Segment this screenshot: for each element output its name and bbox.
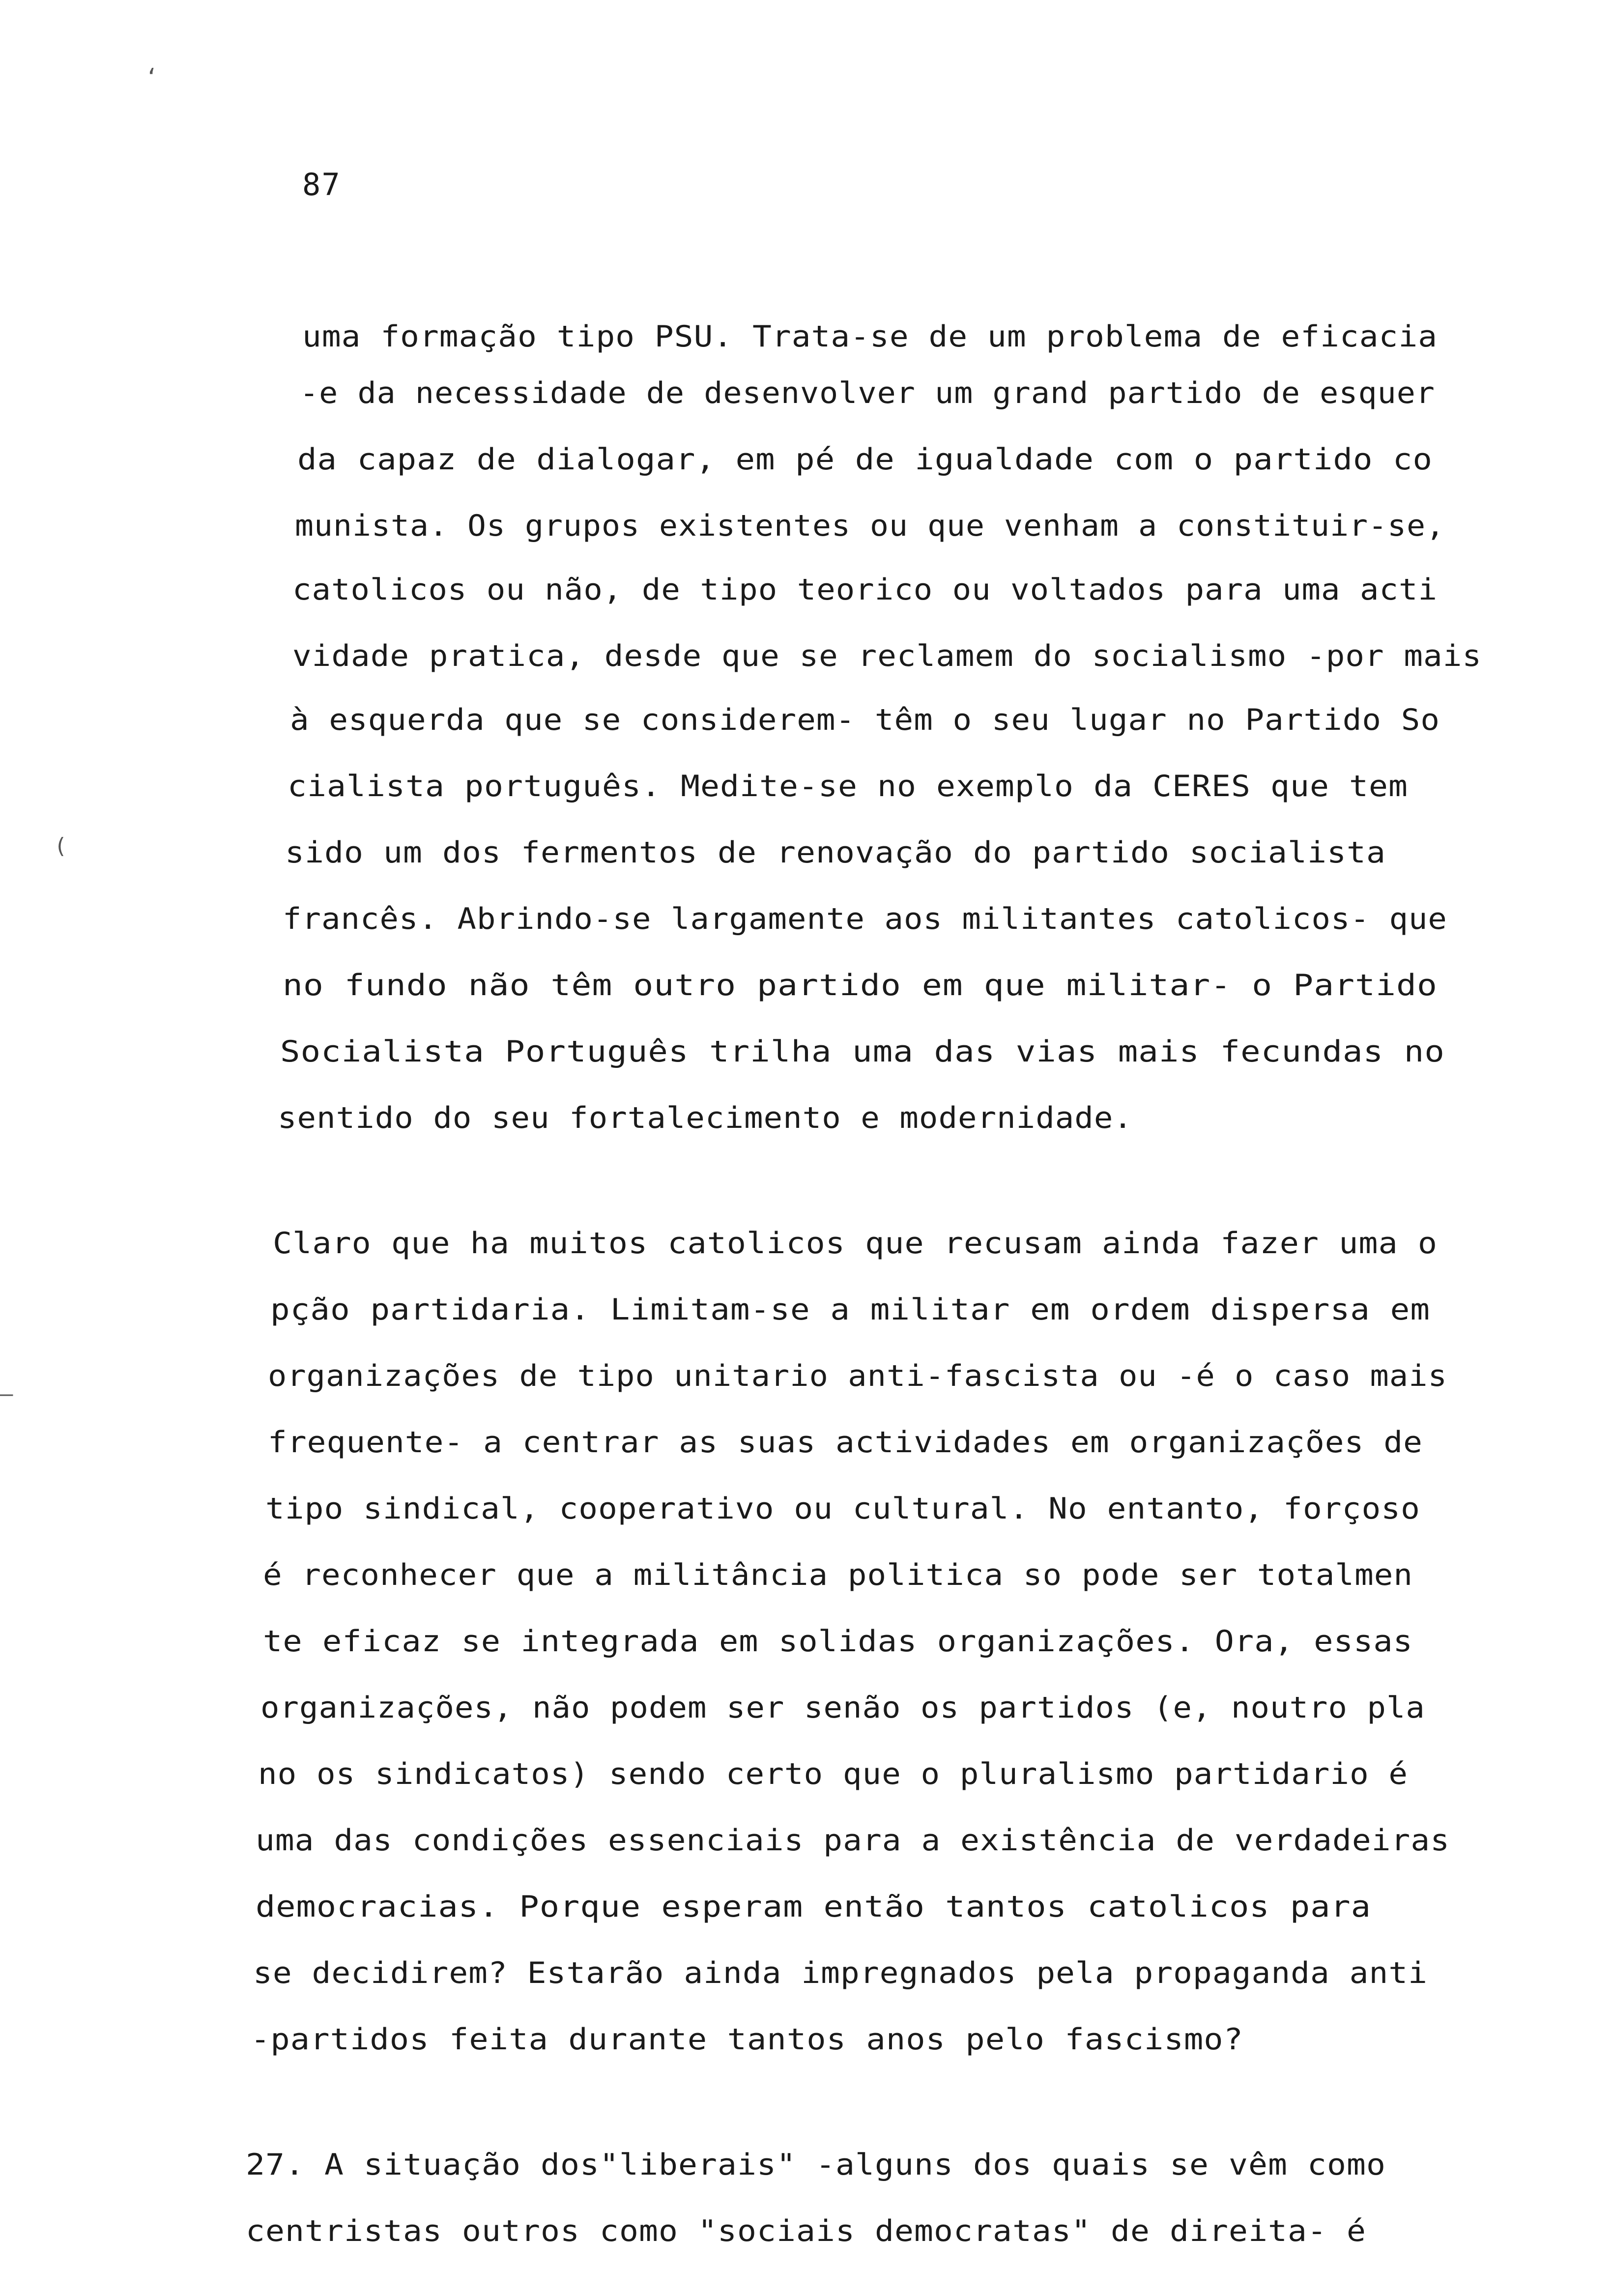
text-line: francês. Abrindo-se largamente aos militantes catolicos- que (283, 902, 1447, 936)
text-line: 27. A situação dos"liberais" -alguns dos quais se vêm como (246, 2148, 1386, 2182)
text-line: no os sindicatos) sendo certo que o pluralismo partidario é (258, 1757, 1409, 1791)
text-line: uma das condições essenciais para a existência de verdadeiras (256, 1823, 1450, 1858)
text-line: centristas outros como "sociais democratas" de direita- é (246, 2214, 1367, 2248)
text-line: sentido do seu fortalecimento e modernidade. (278, 1101, 1133, 1135)
scan-speck: – (0, 1381, 13, 1406)
scan-speck: ‘ (145, 64, 158, 89)
text-line: à esquerda que se considerem- têm o seu lugar no Partido So (290, 703, 1440, 737)
text-line: cialista português. Medite-se no exemplo da CERES que tem (288, 769, 1409, 804)
text-line: pção partidaria. Limitam-se a militar em ordem dispersa em (270, 1292, 1431, 1327)
text-line: organizações de tipo unitario anti-fascista ou -é o caso mais (268, 1359, 1447, 1393)
text-line: catolicos ou não, de tipo teorico ou voltados para uma acti (292, 573, 1438, 607)
text-line: sido um dos fermentos de renovação do partido socialista (285, 835, 1386, 870)
text-line: frequente- a centrar as suas actividades em organizações de (268, 1425, 1423, 1460)
text-line: tipo sindical, cooperativo ou cultural. No entanto, forçoso (265, 1492, 1420, 1526)
text-line: democracias. Porque esperam então tantos catolicos para (256, 1890, 1372, 1924)
text-line: vidade pratica, desde que se reclamem do socialismo -por mais (292, 639, 1482, 673)
text-line: da capaz de dialogar, em pé de igualdade com o partido co (297, 442, 1433, 477)
text-line: -e da necessidade de desenvolver um grand partido de esquer (300, 376, 1436, 410)
page-number: 87 (302, 167, 341, 202)
text-line: é reconhecer que a militância politica so pode ser totalmen (263, 1558, 1413, 1592)
scan-speck: ( (54, 833, 67, 859)
text-line: no fundo não têm outro partido em que militar- o Partido (283, 968, 1438, 1003)
text-line: te eficaz se integrada em solidas organizações. Ora, essas (263, 1624, 1413, 1659)
text-line: organizações, não podem ser senão os partidos (e, noutro pla (260, 1691, 1425, 1725)
text-line: uma formação tipo PSU. Trata-se de um problema de eficacia (302, 319, 1438, 354)
text-line: Claro que ha muitos catolicos que recusam ainda fazer uma o (273, 1226, 1438, 1261)
text-line: munista. Os grupos existentes ou que venham a constituir-se, (295, 509, 1445, 543)
text-line: se decidirem? Estarão ainda impregnados pela propaganda anti (253, 1956, 1428, 1990)
text-line: Socialista Português trilha uma das vias mais fecundas no (280, 1034, 1445, 1069)
text-line: -partidos feita durante tantos anos pelo fascismo? (251, 2022, 1244, 2057)
